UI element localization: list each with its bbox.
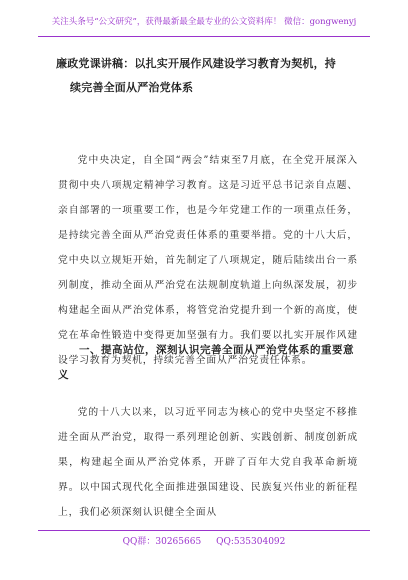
title-line-2: 续完善全面从严治党体系 [70, 81, 194, 94]
footer-qq-group: QQ群：30265665 [122, 537, 202, 547]
header-notice: 关注头条号“公文研究”，获得最新最全最专业的公文资料库！ 微信：gongwenyj [51, 17, 357, 27]
section-heading-1: 一、提高站位，深刻认识完善全面从严治党体系的重要意义 [58, 344, 354, 381]
document-title [56, 52, 356, 100]
title-line-1: 廉政党课讲稿：以扎实开展作风建设学习教育为契机，持 [56, 57, 336, 70]
footer-qq: QQ:535304092 [216, 537, 286, 547]
footer-divider [38, 530, 370, 531]
header-divider [38, 36, 370, 37]
page-footer [40, 534, 368, 550]
page-header [40, 12, 368, 32]
body-paragraph-2: 党的十八大以来，以习近平同志为核心的党中央坚定不移推进全面从严治党，取得一系列理论创新、实践创新、制度创新成果，构建起全面从严治党体系，开辟了百年大党自我革命新境界。以中国式现代化全面推进强国建设、民族复兴伟业的新征程上，我们必须深刻认识健全全面从 [58, 407, 358, 518]
body-paragraph-1: 党中央决定，自全国“两会”结束至7月底，在全党开展深入贯彻中央八项规定精神学习教育。这是习近平总书记亲自点题、亲自部署的一项重要工作，也是今年党建工作的一项重点任务，是持续完善全面从严治党责任体系的重要举措。党的十八大后，党中央以立规矩开始，首先制定了八项规定，随后陆续出台一系列制度，推动全面从严治党在法规制度轨道上向纵深发展，初步构建起全面从严治党体系，将管党治党提升到一个新的高度，使党在革命性锻造中变得更加坚强有力。我们要以扎实开展作风建设学习教育为契机，持续完善全面从严治党责任体系。 [58, 155, 358, 366]
